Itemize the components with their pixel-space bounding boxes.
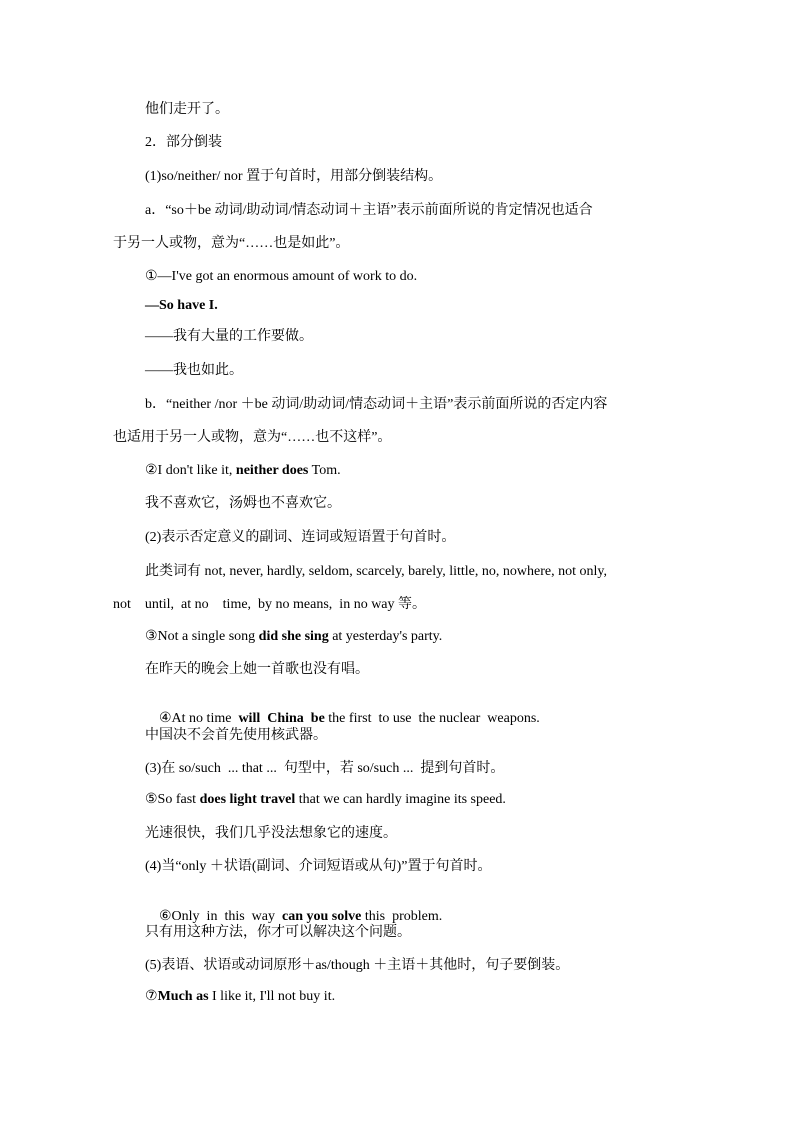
subsection-heading: (5)表语、状语或动词原形＋as/though ＋主语＋其他时，句子要倒装。	[145, 958, 570, 973]
sentence-part: this problem.	[361, 909, 443, 924]
sentence-part: ⑥Only in this way	[159, 909, 282, 924]
translation: ——我有大量的工作要做。	[145, 329, 313, 344]
sentence-part: I like it, I'll not buy it.	[208, 989, 336, 1004]
translation: 中国决不会首先使用核武器。	[145, 728, 327, 743]
example-sentence: —So have I.	[145, 298, 218, 313]
sentence-part: ④At no time	[159, 711, 239, 726]
inverted-part: will China be	[238, 711, 325, 726]
inverted-part: does light travel	[199, 792, 296, 807]
sentence-part: Tom.	[308, 463, 341, 478]
inverted-part: Much as	[157, 989, 209, 1004]
text-line: a．“so＋be 动词/助动词/情态动词＋主语”表示前面所说的肯定情况也适合	[145, 203, 593, 218]
subsection-heading: (2)表示否定意义的副词、连词或短语置于句首时。	[145, 530, 456, 545]
translation: 在昨天的晚会上她一首歌也没有唱。	[145, 662, 369, 677]
sentence-part: the first to use the nuclear weapons.	[324, 711, 540, 726]
translation: 只有用这种方法，你才可以解决这个问题。	[145, 925, 411, 940]
text-line: b．“neither /nor ＋be 动词/助动词/情态动词＋主语”表示前面所说的否定内容	[145, 397, 608, 412]
text-line: 他们走开了。	[145, 102, 229, 117]
translation: 光速很快，我们几乎没法想象它的速度。	[145, 826, 397, 841]
inverted-part: neither does	[235, 463, 309, 478]
translation: 我不喜欢它，汤姆也不喜欢它。	[145, 496, 341, 511]
section-heading: 2．部分倒装	[145, 135, 222, 150]
sentence-part: ③Not a single song	[145, 629, 259, 644]
sentence-part: at yesterday's party.	[328, 629, 443, 644]
example-sentence	[145, 462, 341, 480]
sentence-part: that we can hardly imagine its speed.	[295, 792, 506, 807]
text-line: 也适用于另一人或物，意为“……也不这样”。	[113, 430, 392, 445]
subsection-heading: (3)在 so/such ... that ... 句型中，若 so/such ... 提到句首时。	[145, 761, 505, 776]
text-line: 此类词有 not, never, hardly, seldom, scarcely, barely, little, no, nowhere, not only,	[145, 564, 607, 579]
inverted-part: did she sing	[258, 629, 329, 644]
text-line: 于另一人或物，意为“……也是如此”。	[113, 236, 350, 251]
sentence-part: ②I don't like it,	[145, 463, 236, 478]
example-sentence	[145, 628, 442, 646]
inverted-part: can you solve	[282, 909, 362, 924]
subsection-heading: (4)当“only ＋状语(副词、介词短语或从句)”置于句首时。	[145, 859, 492, 874]
translation: ——我也如此。	[145, 363, 243, 378]
text-line: not until, at no time, by no means, in no way 等。	[113, 597, 427, 612]
sentence-part: ⑦	[145, 989, 158, 1004]
example-sentence	[145, 988, 335, 1006]
example-sentence: ①—I've got an enormous amount of work to do.	[145, 269, 418, 284]
sentence-part: ⑤So fast	[145, 792, 200, 807]
example-sentence	[145, 791, 506, 809]
subsection-heading: (1)so/neither/ nor 置于句首时，用部分倒装结构。	[145, 169, 443, 184]
